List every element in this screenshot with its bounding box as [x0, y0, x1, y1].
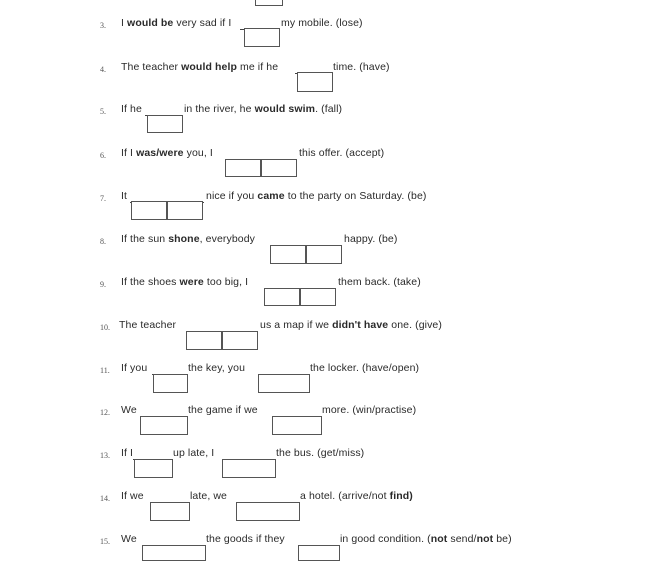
exercise-number: 5.	[100, 107, 106, 116]
exercise-3	[0, 17, 668, 39]
sentence-text: in the river, he would swim. (fall)	[184, 103, 343, 115]
answer-input-box[interactable]	[147, 115, 183, 133]
answer-input-box[interactable]	[142, 545, 206, 561]
exercise-number: 10.	[100, 323, 110, 332]
answer-input-box[interactable]	[236, 502, 300, 521]
exercise-15	[0, 533, 668, 555]
answer-input-box[interactable]	[258, 374, 310, 393]
answer-input-box[interactable]	[186, 331, 222, 350]
answer-input-box[interactable]	[167, 201, 203, 220]
sentence-text: If he	[121, 103, 142, 115]
answer-input-box[interactable]	[150, 502, 190, 521]
exercise-number: 3.	[100, 21, 106, 30]
answer-input-box[interactable]	[140, 416, 188, 435]
sentence-text: If I was/were you, I	[121, 147, 213, 159]
sentence-text: I would be very sad if I	[121, 17, 232, 29]
answer-input-box[interactable]	[306, 245, 342, 264]
exercise-9	[0, 276, 668, 298]
exercise-number: 9.	[100, 280, 106, 289]
answer-box-top-partial	[255, 0, 283, 6]
answer-input-box[interactable]	[244, 28, 280, 47]
sentence-text: We	[121, 533, 137, 545]
answer-input-box[interactable]	[134, 459, 173, 478]
answer-input-box[interactable]	[300, 288, 336, 306]
sentence-text: them back. (take)	[338, 276, 421, 288]
answer-input-box[interactable]	[298, 545, 340, 561]
sentence-text: more. (win/practise)	[322, 404, 417, 416]
answer-input-box[interactable]	[131, 201, 167, 220]
exercise-8	[0, 233, 668, 255]
answer-input-box[interactable]	[153, 374, 188, 393]
exercise-number: 4.	[100, 65, 106, 74]
sentence-text: If I	[121, 447, 134, 459]
sentence-text: a hotel. (arrive/not find)	[300, 490, 413, 502]
sentence-text: in good condition. (not send/not be)	[340, 533, 512, 545]
exercise-number: 7.	[100, 194, 106, 203]
answer-input-box[interactable]	[222, 459, 276, 478]
sentence-text: the locker. (have/open)	[310, 362, 420, 374]
answer-input-box[interactable]	[264, 288, 300, 306]
exercise-14	[0, 490, 668, 512]
exercise-12	[0, 404, 668, 426]
sentence-text: The teacher would help me if he	[121, 61, 279, 73]
answer-input-box[interactable]	[297, 72, 333, 92]
answer-input-box[interactable]	[270, 245, 306, 264]
sentence-text: this offer. (accept)	[299, 147, 385, 159]
sentence-text: the game if we	[188, 404, 258, 416]
sentence-text: If we	[121, 490, 144, 502]
exercise-number: 15.	[100, 537, 110, 546]
sentence-text: nice if you came to the party on Saturday. (be)	[206, 190, 427, 202]
sentence-text: late, we	[190, 490, 227, 502]
exercise-11	[0, 362, 668, 384]
exercise-6	[0, 147, 668, 169]
exercise-5	[0, 103, 668, 125]
sentence-text: If you	[121, 362, 148, 374]
sentence-text: The teacher	[119, 319, 177, 331]
sentence-text: time. (have)	[333, 61, 390, 73]
exercise-number: 11.	[100, 366, 110, 375]
sentence-text: It	[121, 190, 128, 202]
sentence-text: We	[121, 404, 137, 416]
answer-input-box[interactable]	[272, 416, 322, 435]
exercise-7	[0, 190, 668, 212]
answer-input-box[interactable]	[222, 331, 258, 350]
sentence-text: the key, you	[188, 362, 246, 374]
sentence-text: us a map if we didn't have one. (give)	[260, 319, 442, 331]
sentence-text: up late, I	[173, 447, 215, 459]
answer-input-box[interactable]	[261, 159, 297, 177]
exercise-number: 8.	[100, 237, 106, 246]
exercise-number: 14.	[100, 494, 110, 503]
sentence-text: the bus. (get/miss)	[276, 447, 365, 459]
sentence-text: the goods if they	[206, 533, 285, 545]
exercise-number: 6.	[100, 151, 106, 160]
sentence-text: happy. (be)	[344, 233, 398, 245]
exercise-4	[0, 61, 668, 83]
exercise-number: 12.	[100, 408, 110, 417]
exercise-13	[0, 447, 668, 469]
exercise-10	[0, 319, 668, 341]
sentence-text: If the shoes were too big, I	[121, 276, 249, 288]
sentence-text: my mobile. (lose)	[281, 17, 363, 29]
answer-input-box[interactable]	[225, 159, 261, 177]
sentence-text: If the sun shone, everybody	[121, 233, 256, 245]
exercise-number: 13.	[100, 451, 110, 460]
